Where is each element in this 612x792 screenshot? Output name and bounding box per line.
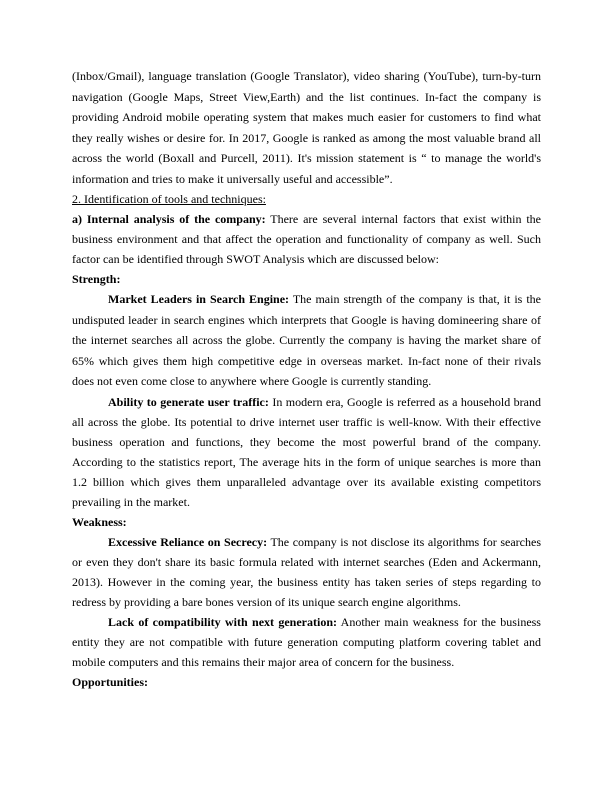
section-heading-text: 2. Identification of tools and techniques: [72,192,266,206]
internal-analysis-text: There are several internal factors that exist within the business environment and that affect the operation and functionality of company as well. Such factor can be identified through SWOT Analysis which are discussed below: [72,212,541,266]
traffic-paragraph [72,392,541,512]
market-leader-text: The main strength of the company is that, it is the undisputed leader in search engines which interprets that Google is having domineering share of the internet searches all across the globe. Currently the company is having the market share of 65% which gives them high competitive edge in overseas market. In-fact none of their rivals does not even come close to anywhere where Google is currently standing. [72,292,541,388]
internal-analysis-label: a) Internal analysis of the company: [72,212,266,226]
internal-analysis-paragraph [72,209,541,269]
compatibility-label: Lack of compatibility with next generation: [108,614,337,629]
secrecy-text: The company is not disclose its algorithms for searches or even they don't share its basic formula related with internet searches (Eden and Ackermann, 2013). However in the coming year, the business entity has taken series of steps regarding to redress by providing a bare bones version of its unique search engine algorithms. [72,534,541,609]
market-leader-paragraph [72,289,541,392]
compatibility-paragraph [72,612,541,672]
strength-heading: Strength: [72,272,121,286]
secrecy-paragraph [72,532,541,612]
secrecy-label: Excessive Reliance on Secrecy: [108,534,268,549]
market-leader-label: Market Leaders in Search Engine: [108,292,290,306]
section-heading [72,189,541,209]
document-body [72,66,541,692]
traffic-text: In modern era, Google is referred as a household brand all across the globe. Its potential to drive internet user traffic is well-know. With their effective business operation and functions, they become the most powerful brand of the company. According to the statistics report, The average hits in the form of unique searches is more than 1.2 billion which gives them unparalleled advantage over its available existing competitors prevailing in the market. [72,394,542,509]
traffic-label: Ability to generate user traffic: [108,394,269,409]
opportunities-heading: Opportunities: [72,674,149,689]
compatibility-text: Another main weakness for the business entity they are not compatible with future generation computing platform covering tablet and mobile computers and this remains their major area of concern for the business. [72,614,541,669]
weakness-heading: Weakness: [72,514,127,529]
intro-paragraph: (Inbox/Gmail), language translation (Google Translator), video sharing (YouTube), turn-by-turn navigation (Google Maps, Street View,Earth) and the list continues. In-fact the company is providing Android mobile operating system that makes much easier for customers to find what they really wishes or desire for. In 2017, Google is ranked as among the most valuable brand all across the world (Boxall and Purcell, 2011). It's mission statement is “ to manage the world's information and tries to make it universally useful and accessible”. [72,69,541,186]
